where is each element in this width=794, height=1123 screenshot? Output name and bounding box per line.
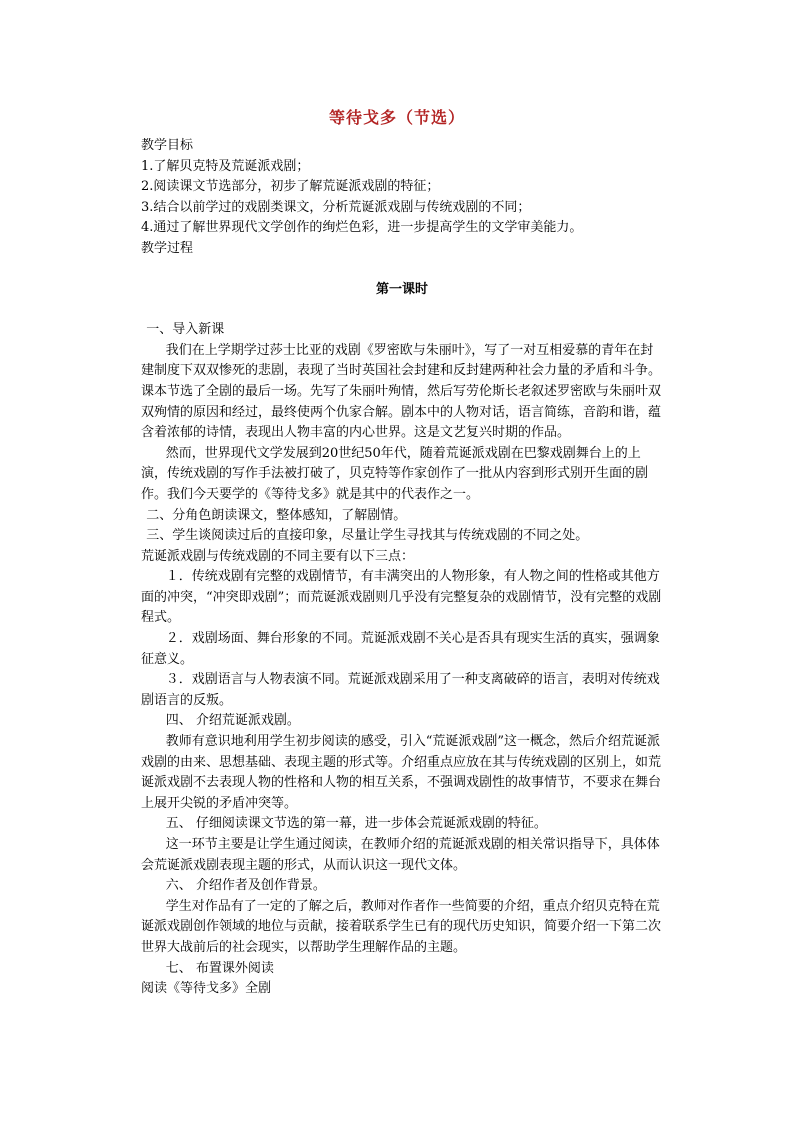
document-title: 等待戈多（节选）	[328, 108, 465, 127]
step-paragraph: 学生对作品有了一定的了解之后，教师对作者作一些简要的介绍，重点介绍贝克特在荒诞派戏剧创作领域的地位与贡献，接着联系学生已有的现代历史知识，简要介绍一下第二次世界大战前后的社会现实，以帮助学生理解作品的主题。	[141, 898, 662, 955]
objective-item: 1.了解贝克特及荒诞派戏剧；	[141, 158, 310, 174]
step-heading: 五、 仔细阅读课文节选的第一幕，进一步体会荒诞派戏剧的特征。	[165, 816, 547, 832]
lesson-heading: 第一课时	[375, 281, 428, 297]
step-heading: 三、学生谈阅读过后的直接印象，尽量让学生寻找其与传统戏剧的不同之处。	[146, 528, 589, 544]
objective-item: 2.阅读课文节选部分，初步了解荒诞派戏剧的特征；	[141, 179, 440, 195]
objectives-heading: 教学目标	[141, 138, 194, 153]
step-paragraph: 阅读《等待戈多》全剧	[141, 981, 272, 997]
step-paragraph: 教师有意识地利用学生初步阅读的感受，引入“荒诞派戏剧”这一概念，然后介绍荒诞派戏剧的由来、思想基础、表现主题的形式等。介绍重点应放在其与传统戏剧的区别上，如荒诞派戏剧不去表现人物的性格和人物的相互关系，不强调戏剧性的故事情节，不要求在舞台上展开尖锐的矛盾冲突等。	[141, 734, 662, 811]
difference-point: １．传统戏剧有完整的戏剧情节，有丰满突出的人物形象，有人物之间的性格或其他方面的冲突，“冲突即戏剧”；而荒诞派戏剧则几乎没有完整复杂的戏剧情节，没有完整的戏剧程式。	[141, 569, 662, 626]
difference-point: ３．戏剧语言与人物表演不同。荒诞派戏剧采用了一种支离破碎的语言，表明对传统戏剧语言的反叛。	[141, 672, 660, 708]
step-heading: 七、 布置课外阅读	[165, 960, 274, 976]
step-paragraph: 荒诞派戏剧与传统戏剧的不同主要有以下三点：	[141, 548, 415, 564]
step-heading: 一、导入新课	[146, 322, 225, 338]
step-heading: 四、 介绍荒诞派戏剧。	[165, 713, 300, 729]
document-body	[141, 136, 663, 1000]
step-paragraph: 然而，世界现代文学发展到20世纪50年代，随着荒诞派戏剧在巴黎戏剧舞台上的上演，传统戏剧的写作手法被打破了，贝克特等作家创作了一批从内容到形式别开生面的剧作。我们今天要学的《等待戈多》就是其中的代表作之一。	[141, 445, 649, 502]
step-heading: 六、 介绍作者及创作背景。	[165, 878, 326, 894]
objective-item: 3.结合以前学过的戏剧类课文，分析荒诞派戏剧与传统戏剧的不同；	[141, 199, 531, 215]
difference-point: ２．戏剧场面、舞台形象的不同。荒诞派戏剧不关心是否具有现实生活的真实，强调象征意义。	[141, 631, 660, 667]
step-paragraph: 这一环节主要是让学生通过阅读，在教师介绍的荒诞派戏剧的相关常识指导下，具体体会荒诞派戏剧表现主题的形式，从而认识这一现代文体。	[141, 837, 660, 873]
objective-item: 4.通过了解世界现代文学创作的绚烂色彩，进一步提高学生的文学审美能力。	[141, 220, 583, 236]
step-paragraph: 我们在上学期学过莎士比亚的戏剧《罗密欧与朱丽叶》，写了一对互相爱慕的青年在封建制度下双双惨死的悲剧，表现了当时英国社会封建和反封建两种社会力量的矛盾和斗争。课本节选了全剧的最后一场。先写了朱丽叶殉情，然后写劳伦斯长老叙述罗密欧与朱丽叶双双殉情的原因和经过，最终使两个仇家合解。剧本中的人物对话，语言简练，音韵和谐，蕴含着浓郁的诗情，表现出人物丰富的内心世界。这是文艺复兴时期的作品。	[141, 342, 662, 441]
process-heading: 教学过程	[141, 240, 194, 256]
step-heading: 二、分角色朗读课文，整体感知，了解剧情。	[146, 507, 407, 523]
